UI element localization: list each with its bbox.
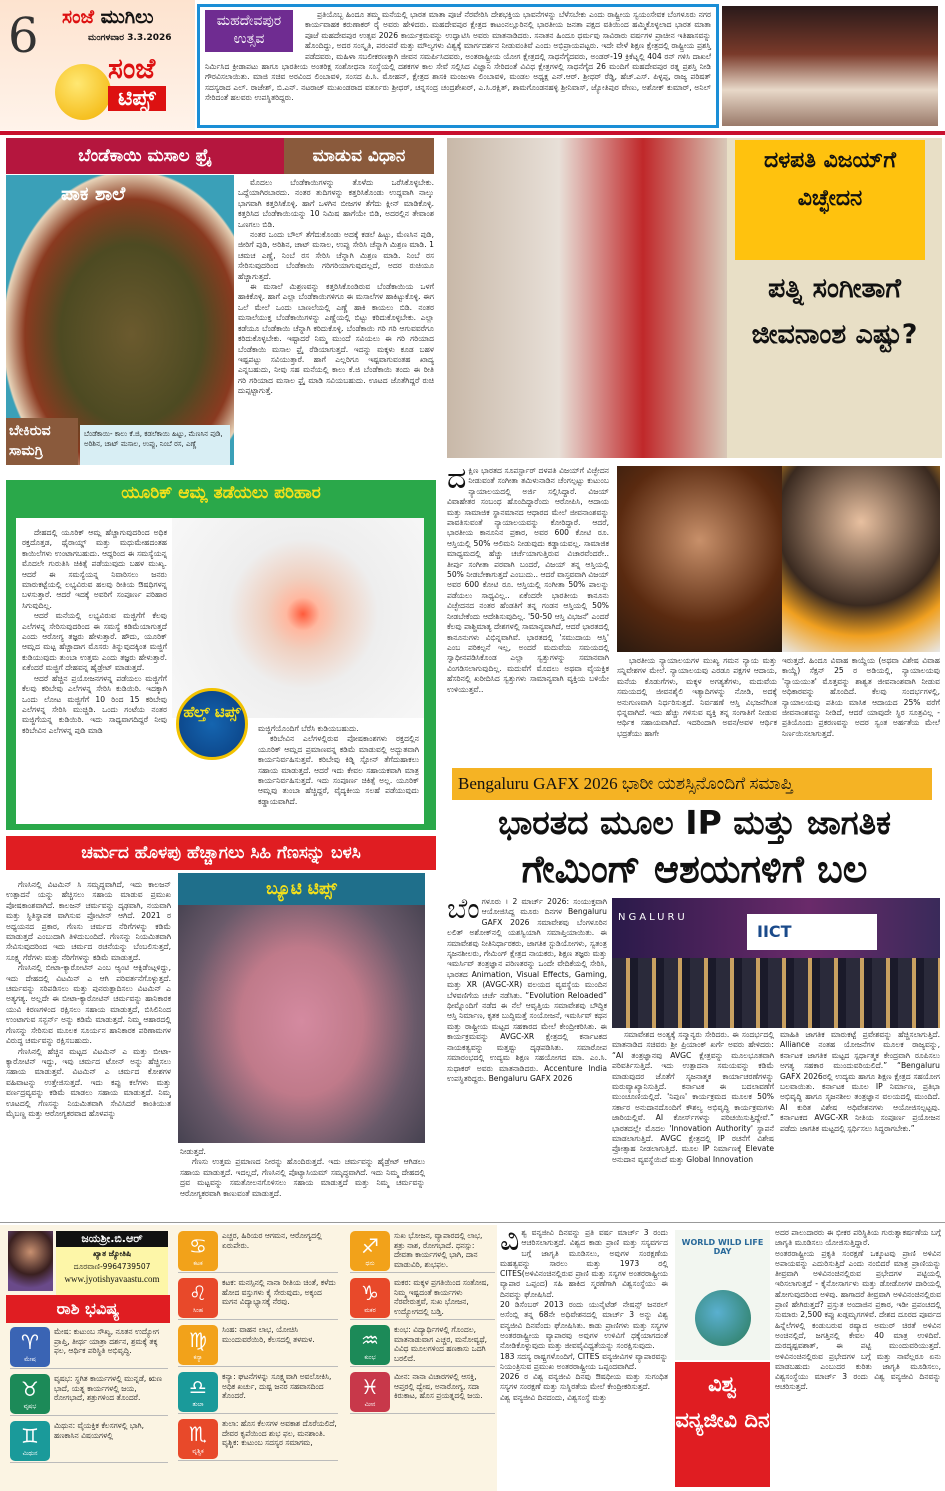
section-masthead xyxy=(0,0,195,130)
paragraph: ಭಾರತೀಯ ನ್ಯಾಯಾಲಯಗಳ ಮುಖ್ಯ ಗಮನ ನ್ಯಾಯ ಮತ್ತು ಸನ್ನಿವೇಶಗಳ ಮೇಲೆ. ನ್ಯಾಯಾಲಯವು ಎರಡೂ ಪಕ್ಷಗಳ ಆದಾಯ, ಮನೆಯ ಕೊಡುಗೆಗಳು, ಮಕ್ಕಳ ಅಗತ್ಯತೆಗಳು, ಮದುವೆಯ ಸಮಯದಲ್ಲಿ ಜೀವನಶೈಲಿ ಇತ್ಯಾದಿಗಳನ್ನು ನೋಡಿ, ಅದಕ್ಕೆ ಅನುಗುಣವಾಗಿ ನಿರ್ಧರಿಸುತ್ತದೆ. ನಿರ್ವಹಣೆ ಆಸ್ತಿ ವಿಭಜನೆಗಿಂತ ಭಿನ್ನವಾಗಿದೆ. ಇದು ಹೆಚ್ಚು ಗಳಿಸುವ ವ್ಯಕ್ತಿ ತನ್ನ ಸಂಗಾತಿಗೆ ನೀಡುವ ಆರ್ಥಿಕ ಸಹಾಯವಾಗಿದೆ. ಇದರಿಂದಾಗಿ ಅವನ/ಅವಳ ಆರ್ಥಿಕ ಭದ್ರತೆಯು ಹಾಗೇ xyxy=(617,656,777,738)
zodiac-entry xyxy=(178,1370,338,1414)
drop-cap: ದ xyxy=(447,466,467,496)
zodiac-6-icon xyxy=(178,1372,218,1412)
section-label: ಪಾಕ ಶಾಲೆ xyxy=(61,183,126,205)
zodiac-name: ಮಕರ xyxy=(364,1307,376,1314)
recipe-title: ಬೆಂಡೆಕಾಯಿ ಮಸಾಲ ಫ್ರೈ xyxy=(6,138,284,174)
zodiac-prediction: ಕನ್ಯಾ: ಘಟನೆಗಳನ್ನು ಸೂಕ್ಷ್ಮವಾಗಿ ಅವಲೋಕಿಸಿ, ಅಧಿಕ ಖರ್ಚು, ದುಷ್ಟ ಜನರ ಸಹವಾಸದಿಂದ ತೊಂದರೆ. xyxy=(222,1372,332,1401)
zodiac-entry xyxy=(178,1323,338,1367)
page-number: 6 xyxy=(8,8,39,64)
paragraph: ನೀಡುತ್ತದೆ. xyxy=(180,1147,206,1156)
logo-word-1: ಸಂಜೆ xyxy=(62,6,95,28)
gafx-headline xyxy=(447,800,942,896)
method-label: ಮಾಡುವ ವಿಧಾನ xyxy=(284,138,434,174)
paragraph: ಕ್ಷಿಣ ಭಾರತದ ಸೂಪರ್ಸ್ಟಾರ್ ದಳಪತಿ ವಿಜಯ್‌ಗೆ ವಿಚ್ಛೇದನ ನೀಡುವಂತೆ ಸಂಗೀತಾ ತಮಿಳುನಾಡಿನ ಚೆಂಗಲ್ಪಟ್ಟು ಕುಟುಂಬ ನ್ಯಾಯಾಲಯದಲ್ಲಿ ಅರ್ಜಿ ಸಲ್ಲಿಸಿದ್ದಾರೆ. ವಿಜಯ್ ವಿವಾಹೇತರ ಸಂಬಂಧ ಹೊಂದಿದ್ದಾರೆಂದು ಆರೋಪಿಸಿ, ಆದಾಯ ಮತ್ತು ಸಾಮಾಜಿಕ ಸ್ಥಾನಮಾನದ ಆಧಾರದ ಮೇಲೆ ಜೀವನಾಂಶವನ್ನು ಪಾವತಿಸುವಂತೆ ನ್ಯಾಯಾಲಯವನ್ನು ಕೋರಿದ್ದಾರೆ. ಆದರೆ, ಭಾರತೀಯ ಕಾನೂನಿನ ಪ್ರಕಾರ, ಅವರ 600 ಕೋಟಿ ರೂ. ಆಸ್ತಿಯಲ್ಲಿ 50% ಆಲಿಮನಿ ನೀಡುವುದು ಕಡ್ಡಾಯವಲ್ಲ. ಸಾಮಾಜಿಕ ಮಾಧ್ಯಮದಲ್ಲಿ ಹೆಚ್ಚು ಚರ್ಚೆಯಾಗುತ್ತಿರುವ ವಿಚಾರವೆಂದರೇ.. ತೀರ್ಪು ಸಂಗೀತಾ ಪರವಾಗಿ ಬಂದರೆ, ವಿಜಯ್ ತನ್ನ ಆಸ್ತಿಯಲ್ಲಿ 50% ನೀಡಬೇಕಾಗುತ್ತದೆ ಎಂಬುದು.. ಆದರೆ ವಾಸ್ತವವಾಗಿ ವಿಜಯ್ ಅವರ 600 ಕೋಟಿ ರೂ. ಆಸ್ತಿಯಲ್ಲಿ ಸಂಗೀತಾ 50% ಪಾಲನ್ನು ಪಡೆಯಲು ಸಾಧ್ಯವಿಲ್ಲ.. ಏಕೆಂದರೇ ಭಾರತೀಯ ಕಾನೂನು ವಿಚ್ಛೇದನದ ನಂತರ ಹೆಂಡತಿಗೆ ತನ್ನ ಗಂಡನ ಆಸ್ತಿಯಲ್ಲಿ 50% ನೀಡಬೇಕೆಂದು ಆದೇಶಿಸುವುದಿಲ್ಲ. '50-50 ಆಸ್ತಿ ವಿಭಜನೆ' ಎಂದರೆ ಕೆಲವು ಪಾಶ್ಚಿಮಾತ್ಯ ದೇಶಗಳಲ್ಲಿ ಸಾಮಾನ್ಯವಾಗಿದೆ, ಆದರೆ ಭಾರತದಲ್ಲಿ ಕಾನೂನುಗಳು ವಿಭಿನ್ನವಾಗಿವೆ. ಭಾರತದಲ್ಲಿ 'ಸಮುದಾಯ ಆಸ್ತಿ' ಎಂಬ ಪರಿಕಲ್ಪನೆ ಇಲ್ಲ, ಅಂದರೆ ಮದುವೆಯ ಸಮಯದಲ್ಲಿ ಸ್ವಾಧೀನಪಡಿಸಿಕೊಂಡ ಎಲ್ಲಾ ಸ್ವತ್ತುಗಳನ್ನು ಸಮಾನವಾಗಿ ವಿಂಗಡಿಸಲಾಗುವುದಿಲ್ಲ. ಮದುವೆಗೆ ಮೊದಲು ಅಥವಾ ವೈಯಕ್ತಿಕ ಹೆಸರಿನಲ್ಲಿ ಖರೀದಿಸಿದ ಸ್ವತ್ತುಗಳು ಸಾಮಾನ್ಯವಾಗಿ ವ್ಯಕ್ತಿಯ ಬಳಿಯೇ ಉಳಿಯುತ್ತವೆ.. xyxy=(447,466,609,694)
lightbulb-icon xyxy=(55,64,111,120)
zodiac-prediction: ಸಿಂಹ: ವಾಹನ ಲಾಭ, ಯೋಚಿಸಿ ಮುಂದುವರೆಯಿರಿ, ಕೆಲಸದಲ್ಲಿ ತಳಮಳ. xyxy=(222,1325,315,1344)
zodiac-symbol: ♎ xyxy=(189,1375,207,1399)
drop-cap: ವಿ xyxy=(500,1228,520,1258)
paragraph: ಗೆಣಸು ಉತ್ತಮ ಪ್ರಮಾಣದ ನೀರನ್ನು ಹೊಂದಿರುತ್ತದೆ. ಇದು ಚರ್ಮವನ್ನು ಹೈಡ್ರೇಟ್ ಆಗಿಡಲು ಸಹಾಯ ಮಾಡುತ್ತದೆ. ಇದಲ್ಲದೆ, ಗೆಣಸಿನಲ್ಲಿ ಪೊಟ್ಯಾಸಿಯಮ್ ಸಮೃದ್ಧವಾಗಿದೆ. ಇದು ನಿಮ್ಮ ದೇಹದಲ್ಲಿ ದ್ರವ ಮಟ್ಟವನ್ನು ಸಮತೋಲನಗೊಳಿಸಲು ಸಹಾಯ ಮಾಡುತ್ತದೆ ಮತ್ತು ನಿಮ್ಮ ಚರ್ಮವನ್ನು ಆರೋಗ್ಯಕರವಾಗಿ ಕಾಣುವಂತೆ ಮಾಡುತ್ತದೆ. xyxy=(180,1157,425,1198)
iict-logo: IICT xyxy=(747,914,877,950)
zodiac-prediction: ಮಕರ: ಮಕ್ಕಳ ಪ್ರಗತಿಯಿಂದ ಸಂತೋಷ, ನಿಮ್ಮ ಇಷ್ಟದಂತೆ ಕಾರ್ಯಗಳು ನೆರವೇರುತ್ತವೆ, ಸುಖ ಭೋಜನ, ಉದ್ಯೋಗದಲ್ಲಿ ಬಡ್ತಿ. xyxy=(394,1278,489,1316)
zodiac-symbol: ♒ xyxy=(361,1328,379,1352)
paragraph: ದೇಹದಲ್ಲಿ ಯೂರಿಕ್ ಆಮ್ಲ ಹೆಚ್ಚಾಗುವುದರಿಂದ ಅಧಿಕ ರಕ್ತದೊತ್ತಡ, ಥೈರಾಯ್ಡ್ ಮತ್ತು ಮಧುಮೇಹದಂತಹ ಕಾಯಿಲೆಗಳು ಉಂಟಾಗಬಹುದು. ಆದ್ದರಿಂದ ಈ ಸಮಸ್ಯೆಯನ್ನ ಮೊದಲೇ ಗುರುತಿಸಿ ಚಿಕಿತ್ಸೆ ಪಡೆಯುವುದು ಬಹಳ ಮುಖ್ಯ. ಆದರೆ ಈ ಸಮಸ್ಯೆಯನ್ನ ನಿವಾರಿಸಲು ಜನರು ಮಾರುಕಟ್ಟೆಯಲ್ಲಿ ಲಭ್ಯವಿರುವ ಹಲವು ರೀತಿಯ ಔಷಧಿಗಳನ್ನ ಬಳಸುತ್ತಾರೆ. ಆದರೆ ಇದಕ್ಕೆ ಅವರಿಗೆ ಸಂಪೂರ್ಣ ಪರಿಹಾರ ಸಿಗುವುದಿಲ್ಲ. xyxy=(22,528,167,610)
wildlife-title: ವಿಶ್ವ ವನ್ಯಜೀವಿ ದಿನ xyxy=(675,1362,770,1487)
astrologer-website[interactable]: www.jyotishyavaastu.com xyxy=(64,1274,160,1284)
gafx-article-col3 xyxy=(780,1030,940,1218)
zodiac-0-icon xyxy=(10,1327,50,1367)
zodiac-entry xyxy=(178,1417,338,1461)
divider xyxy=(0,131,945,135)
zodiac-prediction: ಎಚ್ಚರ, ಹಿರಿಯರ ಆಗಮನ, ಆರೋಗ್ಯದಲ್ಲಿ ಏರುಪೇರು. xyxy=(222,1231,322,1250)
zodiac-name: ಕನ್ಯಾ xyxy=(193,1354,203,1361)
paragraph: ಮೊದಲು ಬೆಂಡೆಕಾಯಿಗಳನ್ನು ತೊಳೆದು ಒರೆಸಿಕೊಳ್ಳಬೇಕು. ಒದ್ದೆಯಾಗಿರಬಾರದು. ನಂತರ ತುದಿಗಳನ್ನು ಕತ್ತರಿಸಿಕೊಂಡು ಉದ್ದವಾಗಿ ನಾಲ್ಕು ಭಾಗವಾಗಿ ಕತ್ತರಿಸಿಕೊಳ್ಳಿ. ಹಾಗೆ ಒಳಗಿನ ಬೀಜಗಳ ತೆಗೆದು ಕ್ಲೀನ್ ಮಾಡಿಕೊಳ್ಳಿ. ಕತ್ತರಿಸಿದ ಬೆಂಡೆಕಾಯಿಯನ್ನು 10 ನಿಮಿಷ ಹಾಗೆಯೇ ಬಿಡಿ, ಅದರಲ್ಲಿನ ತೇವಾಂಶ ಒಣಗಲು ಬಿಡಿ. xyxy=(238,178,434,229)
beauty-tips-label: ಬ್ಯೂಟಿ ಟಿಪ್ಸ್ xyxy=(178,873,425,905)
skin-article-left xyxy=(6,880,171,1215)
zodiac-name: ಸಿಂಹ xyxy=(192,1307,203,1314)
recipe-method xyxy=(238,178,434,470)
zodiac-5-icon xyxy=(178,1325,218,1365)
award-ceremony-photo xyxy=(722,6,938,126)
paragraph: ಗೆಣಸಿನಲ್ಲಿ ಬೀಟಾ-ಕ್ಯಾರೋಟಿನ್ ಎಂಬ ಆ್ಯಂಟಿ ಆಕ್ಸಿಡೆಂಟ್ಗಳಿದ್ದು, ಇದು ದೇಹದಲ್ಲಿ ವಿಟಮಿನ್ ಎ ಆಗಿ ಪರಿವರ್ತನೆಗೊಳ್ಳುತ್ತದೆ. ಚರ್ಮವನ್ನು ಸರಿಪಡಿಸಲು ಮತ್ತು ಪುನರುತ್ಪಾದಿಸಲು ವಿಟಮಿನ್ ಎ ಅತ್ಯಗತ್ಯ. ಅಲ್ಲದೇ ಈ ಬೀಟಾ-ಕ್ಯಾರೋಟಿನ್ ಚರ್ಮವನ್ನು ಹಾನಿಕಾರಕ ಯುವಿ ಕಿರಣಗಳಿಂದ ರಕ್ಷಿಸಲು ಸಹಾಯ ಮಾಡುತ್ತದೆ, ಬಿಸಿಲಿನಿಂದ ಉಂಟಾಗುವ ಸನ್ಬರ್ನ್ ಅನ್ನು ಕಡಿಮೆ ಮಾಡುತ್ತದೆ. ನಿಮ್ಮ ಆಹಾರದಲ್ಲಿ ಗೆಣಸನ್ನು ಸೇರಿಸುವ ಮೂಲಕ ಸೂರ್ಯನ ಹಾನಿಕಾರಕ ಪರಿಣಾಮಗಳ ವಿರುದ್ಧ ಚರ್ಮವನ್ನು ರಕ್ಷಿಸಬಹುದು. xyxy=(6,963,171,1046)
astrologer-name: ಜಯಶ್ರೀ.ಬಿ.ಆರ್ xyxy=(56,1231,168,1247)
paragraph: ಮಾಹಿತಿ ಜಾಗತಿಕ ಮಾರುಕಟ್ಟೆ ಪ್ರವೇಶವನ್ನು ಹೆಚ್ಚಿಸಲಾಗುತ್ತಿದೆ. Alliance ನಂತಹ ಯೋಜನೆಗಳ ಮೂಲಕ ರಾಜ್ಯವನ್ನು, ಕರ್ನಾಟಕ ಜಾಗತಿಕ ಮಟ್ಟದ ಸ್ಪರ್ಧಾತ್ಮಕ ಕೇಂದ್ರವಾಗಿ ರೂಪಿಸಲು ಅಗತ್ಯ ಸಹಕಾರ ಮುಂದುವರಿಯಲಿದೆ.” “Bengaluru GAFX 2026ರಲ್ಲಿ ಉದ್ಯಮ ಹಾಗೂ ಶಿಕ್ಷಣ ಕ್ಷೇತ್ರದ ಸಹಯೋಗ ಬಲವಾಯಿತು. ಕರ್ನಾಟಕ ಮೂಲ IP ನಿರ್ಮಾಣ, ಪ್ರತಿಭಾ ಅಭಿವೃದ್ಧಿ ಹಾಗೂ ಸೃಜನಶೀಲ ತಂತ್ರಜ್ಞಾನ ವಲಯದಲ್ಲಿ ಮುಂದಿದೆ. AI ಕುರಿತ ವಿಶೇಷ ಅಧಿವೇಶನಗಳು ಆಯೋಜಿಸಲ್ಪಟ್ಟವು. ಕರ್ನಾಟಕದ AVGC-XR ನೀತಿಯ ಸಂಪೂರ್ಣ ಪ್ರಯೋಜನ ಪಡೆದು ಜಾಗತಿಕ ಮಟ್ಟದಲ್ಲಿ ಸ್ಪರ್ಧಿಸಲು ಸಿದ್ಧರಾಗಬೇಕು.” xyxy=(780,1030,940,1133)
section-title-line2: ಟಿಪ್ಸ್ xyxy=(108,86,166,111)
zodiac-entry xyxy=(10,1325,168,1369)
zodiac-name: ಮಿಥುನ xyxy=(22,1450,38,1457)
issue-date: ಮಂಗಳವಾರ 3.3.2026 xyxy=(88,33,172,43)
zodiac-prediction: ತುಲಾ: ಹೊಸ ಕೆಲಸಗಳ ಅವಕಾಶ ದೊರೆಯಲಿದೆ, ದೇವರ ಕೃಪೆಯಿಂದ ಶುಭ ಫಲ, ಮನಶಾಂತಿ. ವೃಶ್ಚಿಕ: ಕುಟುಂಬ ಸದಸ್ಯರ ಸಮಾಗಮ, xyxy=(222,1419,337,1448)
headline-primary: ದಳಪತಿ ವಿಜಯ್‌ಗೆ ವಿಚ್ಛೇದನ xyxy=(735,140,925,260)
section-title: ಯೂರಿಕ್ ಆಮ್ಲ ತಡೆಯಲು ಪರಿಹಾರ xyxy=(121,483,321,503)
wildlife-article-col1 xyxy=(500,1228,668,1490)
article-title: ಮಹದೇವಪುರ ಉತ್ಸವ xyxy=(205,10,293,52)
zodiac-entry xyxy=(350,1229,495,1273)
vijay-article-col2 xyxy=(617,656,777,764)
headline-line: ಗೇಮಿಂಗ್ ಆಶಯಗಳಿಗೆ ಬಲ xyxy=(521,847,868,891)
zodiac-name: ಕುಂಭ xyxy=(364,1354,376,1361)
zodiac-entry xyxy=(178,1276,338,1320)
zodiac-prediction: ಕಟಕ: ಮನಸ್ಸಿನಲ್ಲಿ ನಾನಾ ರೀತಿಯ ಚಿಂತೆ, ಕಳೆದು ಹೋದ ವಸ್ತುಗಳು ಕೈ ಸೇರುವುದು, ಅಕ್ಕಂದ ಮಗನ ವಿದ್ಯಾಭ್ಯಾಸಕ್ಕೆ ನೆರವು. xyxy=(222,1278,336,1307)
gafx-stage-photo xyxy=(612,898,940,1028)
zodiac-3-icon xyxy=(178,1231,218,1271)
zodiac-1-icon xyxy=(10,1374,50,1414)
zodiac-column xyxy=(10,1325,168,1466)
zodiac-symbol: ♏ xyxy=(189,1422,207,1446)
gafx-article-col1 xyxy=(447,897,607,1217)
zodiac-column xyxy=(178,1229,338,1464)
zodiac-10-icon xyxy=(350,1325,390,1365)
paragraph: ಇರುತ್ತದೆ. ಹಿಂದೂ ವಿವಾಹ ಕಾಯ್ದೆಯ (ಅಥವಾ ವಿಶೇಷ ವಿವಾಹ ಕಾಯ್ದೆ) ಸೆಕ್ಷನ್ 25 ರ ಅಡಿಯಲ್ಲಿ, ನ್ಯಾಯಾಲಯವು 'ನ್ಯಾಯಯುತ' ಮೊತ್ತವನ್ನು ಶಾಶ್ವತ ಜೀವನಾಂಶವಾಗಿ ನೀಡುವ ಅಧಿಕಾರವನ್ನು ಹೊಂದಿದೆ. ಕೆಲವು ಸಂದರ್ಭಗಳಲ್ಲಿ, ನ್ಯಾಯಾಲಯವು ಪತಿಯ ಮಾಸಿಕ ಆದಾಯದ 25% ವರೆಗೆ ಜೀವನಾಂಶವನ್ನು ನೀಡಿದೆ, ಆದರೆ ಯಾವುದೇ ಸ್ಥಿರ ಸೂತ್ರವಿಲ್ಲ - ಪ್ರತಿಯೊಂದು ಪ್ರಕರಣವನ್ನು ಅದರ ಸ್ವಂತ ಅರ್ಹತೆಯ ಮೇಲೆ ನಿರ್ಣಯಿಸಲಾಗುತ್ತದೆ. xyxy=(782,656,940,738)
zodiac-name: ತುಲಾ xyxy=(192,1401,204,1408)
globe-icon xyxy=(695,1290,751,1346)
zodiac-entry xyxy=(350,1370,495,1414)
astrologer-phone: ದೂರವಾಣಿ-9964739507 xyxy=(73,1262,151,1271)
zodiac-entry xyxy=(178,1229,338,1273)
paragraph: ಶ್ವ ವನ್ಯಜೀವಿ ದಿನವನ್ನು ಪ್ರತಿ ವರ್ಷ ಮಾರ್ಚ್ 3 ರಂದು ಆಚರಿಸಲಾಗುತ್ತದೆ. ವಿಶ್ವದ ಕಾಡು ಪ್ರಾಣಿ ಮತ್ತು ಸಸ್ಯವರ್ಗದ ಬಗ್ಗೆ ಜಾಗೃತಿ ಮೂಡಿಸಲು, ಅವುಗಳ ಸಂರಕ್ಷಣೆಯ ಮಹತ್ವವನ್ನು ಸಾರಲು ಮತ್ತು 1973 ರಲ್ಲಿ CITES(ಅಳಿವಿನಂಚಿನಲ್ಲಿರುವ ಪ್ರಾಣಿ ಮತ್ತು ಸಸ್ಯಗಳ ಅಂತರರಾಷ್ಟ್ರೀಯ ವ್ಯಾಪಾರ ಒಪ್ಪಂದ) ಸಹಿ ಹಾಕಿದ ಸ್ಮರಣೆಗಾಗಿ ವಿಶ್ವಸಂಸ್ಥೆಯು ಈ ದಿನವನ್ನು ಘೋಷಿಸಿದೆ. 20 ಡಿಸೆಂಬರ್ 2013 ರಂದು ಯುನೈಟೆಡ್ ನೇಷನ್ಸ್ ಜನರಲ್ ಅಸೆಂಬ್ಲಿ ತನ್ನ 68ನೇ ಅಧಿವೇಶನದಲ್ಲಿ ಮಾರ್ಚ್ 3 ಅನ್ನು ವಿಶ್ವ ವನ್ಯಜೀವಿ ದಿನವೆಂದು ಘೋಷಿಸಿತು. ಕಾಡು ಪ್ರಾಣಿಗಳು ಮತ್ತು ಸಸ್ಯಗಳ ಅಂತರರಾಷ್ಟ್ರೀಯ ವ್ಯಾಪಾರವು ಅವುಗಳ ಉಳಿವಿಗೆ ಧಕ್ಕೆಯಾಗದಂತೆ ನೋಡಿಕೊಳ್ಳುವುದು ಮತ್ತು ಜೀವವೈವಿಧ್ಯತೆಯನ್ನು ಸಂರಕ್ಷಿಸುವುದು. 183 ಸದಸ್ಯ ರಾಷ್ಟ್ರಗಳೊಂದಿಗೆ, CITES ವನ್ಯಜೀವಿಗಳ ವ್ಯಾಪಾರವನ್ನು ನಿಯಂತ್ರಿಸುವ ಪ್ರಮುಖ ಅಂತರರಾಷ್ಟ್ರೀಯ ಒಪ್ಪಂದವಾಗಿದೆ. 2026 ರ ವಿಶ್ವ ವನ್ಯಜೀವಿ ದಿನವು ಔಷಧೀಯ ಮತ್ತು ಸುಗಂಧಿತ ಸಸ್ಯಗಳ ಸಂರಕ್ಷಣೆ ಮತ್ತು ಸುಸ್ಥಿರತೆಯ ಮೇಲೆ ಕೇಂದ್ರೀಕರಿಸುತ್ತದೆ. ವಿಶ್ವ ವನ್ಯಜೀವಿ ದಿನದಂದು, ವಿಶ್ವಸಂಸ್ಥೆ ಮತ್ತು xyxy=(500,1228,668,1402)
vijay-sangeetha-photo xyxy=(447,138,727,458)
astrologer-role: ಖ್ಯಾತ ಜ್ಯೋತಿಷಿ xyxy=(92,1249,132,1258)
zodiac-name: ವೃಶ್ಚಿಕ xyxy=(192,1448,204,1455)
zodiac-name: ಮೇಷ xyxy=(24,1356,36,1363)
horoscope-section xyxy=(0,1225,497,1491)
article-left xyxy=(22,528,167,820)
zodiac-entry xyxy=(10,1372,168,1416)
zodiac-symbol: ♓ xyxy=(361,1375,379,1399)
zodiac-name: ಕಟಕ xyxy=(193,1260,203,1267)
zodiac-column xyxy=(350,1229,495,1417)
people-group xyxy=(612,958,940,1028)
paragraph: ಅದರ ಪಾಲುದಾರರು ಈ ಭೀಕರ ಪರಿಸ್ಥಿತಿಯ ಗುರುತ್ವಾಕರ್ಷಣೆಯ ಬಗ್ಗೆ ಜಾಗೃತಿ ಮೂಡಿಸಲು ಯೋಜಿಸುತ್ತಿದ್ದಾರೆ. ಅಂತರರಾಷ್ಟ್ರೀಯ ಪ್ರಕೃತಿ ಸಂರಕ್ಷಣೆ ಒಕ್ಕೂಟವು ಪ್ರಾಣಿ ಅಳಿವಿನ ಅಪಾಯವನ್ನು ಎದುರಿಸುತ್ತಿದೆ ಎಂದು ನಂಬಿದರೆ ಮಾತ್ರ ಪ್ರಾಣಿಯನ್ನು ತೀವ್ರವಾಗಿ ಅಳಿವಿನಂಚಿನಲ್ಲಿರುವ ಪ್ರಭೇದಗಳ ಪಟ್ಟಿಯಲ್ಲಿ ಇರಿಸಲಾಗುತ್ತದೆ - ಕೈನೋಸಾರ್ಗಳು ಮತ್ತು ಡೋಡೋಗಳ ದಾರಿಯಲ್ಲಿ ಹೋಗುವುದರಿಂದ ಅಳಿವು. ಹಾಗಾದರೆ ತೀವ್ರವಾಗಿ ಅಳಿವಿನಂಚಿನಲ್ಲಿರುವ ಪ್ರಾಣಿ ಹೇಗಿರುತ್ತದೆ? ಪ್ರಸ್ತುತ ಅಂದಾಜಿನ ಪ್ರಕಾರ, ಇಡೀ ಪ್ರಪಂಚದಲ್ಲಿ ಸುಮಾರು 2,500 ಕಪ್ಪು ಖಡ್ಗಮೃಗಗಳಿವೆ. ದೇಶದ ದೂರದ ಪೂರ್ವದ ಹಿನ್ನೆಲೆಗಳಲ್ಲಿ ಕಂಡುಬರುವ ರಷ್ಯಾದ ಅಮುರ್ ಚಿರತೆ ಅಳಿವಿನ ಅಂಚಿನಲ್ಲಿದೆ, ಜಗತ್ತಿನಲ್ಲಿ ಕೇವಲ 40 ಮಾತ್ರ ಉಳಿದಿವೆ. ದುರದೃಷ್ಟವಶಾತ್, ಈ ಪಟ್ಟಿ ಮುಂದುವರಿಯುತ್ತದೆ. ಅಳಿವಿನಂಚಿನಲ್ಲಿರುವ ಪ್ರಭೇದಗಳ ಬಗ್ಗೆ ಮತ್ತು ನಾವೆಲ್ಲರೂ ಏನು ಮಾಡಬಹುದು ಎಂಬುದರ ಕುರಿತು ಜಾಗೃತಿ ಮೂಡಿಸಲು, ವಿಶ್ವಸಂಸ್ಥೆಯು ಮಾರ್ಚ್ 3 ರಂದು ವಿಶ್ವ ವನ್ಯಜೀವಿ ದಿನವನ್ನು ಆಚರಿಸುತ್ತದೆ. xyxy=(775,1228,941,1392)
zodiac-9-icon xyxy=(350,1278,390,1318)
zodiac-2-icon xyxy=(10,1421,50,1461)
sweet-potato-photo xyxy=(178,873,425,1143)
health-tips-badge: ಹೆಲ್ತ್ ಟಿಪ್ಸ್ xyxy=(176,688,248,760)
skin-article-right xyxy=(180,1147,425,1217)
paragraph: ನಂತರ ಒಂದು ಬೌಲ್ ತೆಗೆದುಕೊಂಡು ಅದಕ್ಕೆ ಕಡಲೆ ಹಿಟ್ಟು, ಮೆಣಸಿನ ಪುಡಿ, ಜೀರಿಗೆ ಪುಡಿ, ಅರಿಶಿನ, ಚಾಟ್ ಮಸಾಲ, ಉಪ್ಪು ಸೇರಿಸಿ ಚೆನ್ನಾಗಿ ಮಿಶ್ರಣ ಮಾಡಿ. 1 ಚಮಚ ಎಣ್ಣೆ, ನಿಂಬೆ ರಸ ಸೇರಿಸಿ ಚೆನ್ನಾಗಿ ಮಿಶ್ರಣ ಮಾಡಿ. ನಿಂಬೆ ರಸ ಸೇರಿಸುವುದರಿಂದ ಬೆಂಡೆಕಾಯಿ ಗರಿಗರಿಯಾಗುವುದಲ್ಲದೆ, ಅದರ ರುಚಿಯೂ ಹೆಚ್ಚಾಗುತ್ತದೆ. xyxy=(238,230,434,281)
stage-banner-text: NGALURU xyxy=(618,912,688,923)
zodiac-symbol: ♌ xyxy=(189,1281,207,1305)
zodiac-name: ಮೀನ xyxy=(364,1401,376,1408)
paragraph: ಗೆಣಸಿನಲ್ಲಿ ಹೆಚ್ಚಿನ ಮಟ್ಟದ ವಿಟಮಿನ್ ಎ ಮತ್ತು ಬೀಟಾ-ಕ್ಯಾರೋಟಿನ್ ಇದ್ದು, ಇವು ಚರ್ಮದ ಟೋನ್ ಅನ್ನು ಹೆಚ್ಚಿಸಲು ಸಹಾಯ ಮಾಡುತ್ತವೆ. ವಿಟಮಿನ್ ಎ ಚರ್ಮದ ಕೋಶಗಳ ವಹಿವಾಟನ್ನು ಉತ್ತೇಜಿಸುತ್ತದೆ. ಇದು ಕಪ್ಪು ಕಲೆಗಳು ಮತ್ತು ವರ್ಣದ್ರವ್ಯವನ್ನು ಕಡಿಮೆ ಮಾಡಲು ಸಹಾಯ ಮಾಡುತ್ತದೆ. ನಿಮ್ಮ ಊಟದಲ್ಲಿ ಗೆಣಸನ್ನು ನಿಯಮಿತವಾಗಿ ಸೇವಿಸಿದರೆ ಕಾಂತಿಯುತ ಮೈಬಣ್ಣ ಮತ್ತು ಆರೋಗ್ಯಕರವಾದ ಹೊಳಪನ್ನು xyxy=(6,1046,171,1118)
sangeetha-portrait xyxy=(782,466,940,652)
divider xyxy=(0,1222,945,1223)
zodiac-prediction: ಮೇಷ: ಕುಟುಂಬ ಸೌಖ್ಯ, ನೂತನ ಉದ್ಯೋಗ ಪ್ರಾಪ್ತಿ, ತೀರ್ಥ ಯಾತ್ರಾ ದರ್ಶನ, ಶ್ರಮಕ್ಕೆ ತಕ್ಕ ಫಲ, ಆರ್ಥಿಕ ಪರಿಸ್ಥಿತಿ ಅಭಿವೃದ್ಧಿ. xyxy=(54,1327,160,1356)
uric-acid-section xyxy=(6,480,436,830)
zodiac-11-icon xyxy=(350,1372,390,1412)
zodiac-symbol: ♍ xyxy=(189,1328,207,1352)
gafx-kicker: Bengaluru GAFX 2026 ಭಾರೀ ಯಶಸ್ಸಿನೊಂದಿಗೆ ಸಮಾಪ್ತಿ xyxy=(452,768,932,800)
paragraph: ಗೆಣಸಿನಲ್ಲಿ ವಿಟಮಿನ್ ಸಿ ಸಮೃದ್ಧವಾಗಿದೆ, ಇದು ಕಾಲಜನ್ ಉತ್ಪಾದನೆ ಯನ್ನು ಹೆಚ್ಚಿಸಲು ಸಹಾಯ ಮಾಡುವ ಪ್ರಮುಖ ಪೋಷಕಾಂಶವಾಗಿದೆ. ಕಾಲಜನ್ ಚರ್ಮವನ್ನು ದೃಢವಾಗಿ, ನಯವಾಗಿ ಮತ್ತು ಸ್ಥಿತಿಸ್ಥಾಪಕ ವಾಗಿಸುವ ಪ್ರೋಟೀನ್ ಆಗಿದೆ. 2021 ರ ಅಧ್ಯಯನದ ಪ್ರಕಾರ, ಗೆಣಸು ಚರ್ಮದ ನೆರಿಗೆಗಳನ್ನು ಕಡಿಮೆ ಮಾಡುತ್ತದೆ ಎಂಬುದಾಗಿ ತಿಳಿದುಬಂದಿದೆ. ಗೆಣಸನ್ನು ನಿಯಮಿತವಾಗಿ ಸೇವಿಸುವುದರಿಂದ ಇದು ಚರ್ಮದ ರಚನೆಯನ್ನು ಬೆಂಬಲಿಸುತ್ತದೆ, ಸೂಕ್ಷ್ಮ ಗೆರೆಗಳು ಮತ್ತು ನೆರಿಗೆಗಳನ್ನು ಕಡಿಮೆ ಮಾಡುತ್ತದೆ. xyxy=(6,880,171,962)
paragraph: ಕರಿಬೇವಿನ ಎಲೆಗಳಲ್ಲಿರುವ ಪೋಷಕಾಂಶಗಳು ರಕ್ತದಲ್ಲಿನ ಯೂರಿಕ್ ಆಮ್ಲದ ಪ್ರಮಾಣವನ್ನ ಕಡಿಮೆ ಮಾಡುವಲ್ಲಿ ಅದ್ಭುತವಾಗಿ ಕಾರ್ಯನಿರ್ವಹಿಸುತ್ತವೆ. ಕರಿಬೇವು ಕಿಡ್ನಿ ಸ್ಟೋನ್ ತೆಗೆದುಹಾಕಲು ಸಹಾಯ ಮಾಡುತ್ತದೆ. ಆದರೆ ಇದು ಕೇವಲ ಸಹಾಯಕವಾಗಿ ಮಾತ್ರ ಕಾರ್ಯನಿರ್ವಹಿಸುತ್ತದೆ. ಇದು ಸಂಪೂರ್ಣ ಚಿಕಿತ್ಸೆ ಅಲ್ಲ. ಯೂರಿಕ್ ಆಮ್ಲವು ತುಂಬಾ ಹೆಚ್ಚಿದ್ದರೆ, ವೈದ್ಯಕೀಯ ಸಲಹೆ ಪಡೆಯುವುದು ಕಡ್ಡಾಯವಾಗಿದೆ. xyxy=(258,734,419,806)
zodiac-7-icon xyxy=(178,1419,218,1459)
zodiac-8-icon xyxy=(350,1231,390,1271)
zodiac-symbol: ♊ xyxy=(21,1424,39,1448)
horoscope-title: ರಾಶಿ ಭವಿಷ್ಯ xyxy=(6,1295,170,1323)
world-wildlife-day-illustration xyxy=(675,1230,770,1360)
logo-word-2: ಮುಗಿಲು xyxy=(100,6,154,28)
vijay-article-col1 xyxy=(447,466,609,764)
zodiac-entry xyxy=(10,1419,168,1463)
paragraph: ಮಜ್ಜಿಗೆಯೊಂದಿಗೆ ಬೆರೆಸಿ ಕುಡಿಯಬಹುದು. xyxy=(258,724,359,733)
zodiac-prediction: ಮೀನ: ನಾನಾ ವಿಚಾರಗಳಲ್ಲಿ ಆಸಕ್ತಿ, ಆಪ್ತರಲ್ಲಿ ದ್ವೇಷ, ಅನಾರೋಗ್ಯ, ಸದಾ ಕಿರುಕಾಟ, ಹೊಸ ಪ್ರಯತ್ನದಲ್ಲಿ ಜಯ. xyxy=(394,1372,483,1401)
gafx-article-col2 xyxy=(612,1030,774,1218)
paper-logo xyxy=(62,6,154,28)
vijay-headline-panel xyxy=(727,138,942,458)
vijay-portrait xyxy=(617,466,782,652)
ingredients-list: ಬೆಂಡೆಕಾಯಿ- ಕಾಲು ಕೆ.ಜಿ, ಕಡಲೆಕಾಯಿ ಹಿಟ್ಟು, ಮೆಣಸಿನ ಪುಡಿ, ಅರಿಶಿನ, ಚಾಟ್ ಮಸಾಲ, ಉಪ್ಪು, ನಿಂಬೆ ರಸ, ಎಣ್ಣೆ xyxy=(80,425,230,465)
vijay-article-col3 xyxy=(782,656,940,764)
paragraph: ಈ ಮಸಾಲೆ ಮಿಶ್ರಣವನ್ನು ಕತ್ತರಿಸಿಕೊಂಡಿರುವ ಬೆಂಡೆಕಾಯಿಯ ಒಳಗೆ ಹಾಕಿಕೊಳ್ಳಿ. ಹಾಗೆ ಎಲ್ಲಾ ಬೆಂಡೆಕಾಯಿಗಳಿಗೂ ಈ ಮಸಾಲೆಗಳ ಹಾಕಿಟ್ಟುಕೊಳ್ಳಿ. ಈಗ ಒಲೆ ಮೇಲೆ ಒಂದು ಬಾಣಲೆಯಲ್ಲಿ ಎಣ್ಣೆ ಹಾಕಿ ಕಾಯಲು ಬಿಡಿ. ನಂತರ ಮಸಾಲೆಯುಕ್ತ ಬೆಂಡೆಕಾಯಿಗಳನ್ನು ಎಣ್ಣೆಯಲ್ಲಿ ಬಿಟ್ಟು ಕರಿದುಕೊಳ್ಳಬೇಕು. ಎಲ್ಲಾ ಕಡೆಯೂ ಬೆಂಡೆಕಾಯಿ ಚೆನ್ನಾಗಿ ಕರಿದುಕೊಳ್ಳಿ. ಬೆಂಡೆಕಾಯಿ ಗರಿ ಗರಿ ಆಗುವವರೆಗೂ ಕರಿದುಕೊಳ್ಳಬೇಕು. ಇಷ್ಟಾದರೆ ನಿಮ್ಮ ಮುಂದೆ ಸವಿಯಲು ಈ ಗರಿ ಗರಿಯಾದ ಬೆಂಡೆಕಾಯಿ ಮಸಾಲ ಫ್ರೈ ರೆಡಿಯಾಗುತ್ತದೆ. ಇದನ್ನು ಮಕ್ಕಳು ಕೂಡ ಬಹಳ ಇಷ್ಟಪಟ್ಟು ಸವಿಯುತ್ತಾರೆ. ಹಾಗೆ ಎಲ್ಲರಿಗೂ ಇಷ್ಟವಾಗುವಂತಹ ಖಾದ್ಯ ಎನ್ನಬಹುದು, ನೀವು ಸಹ ಮನೆಯಲ್ಲಿ ಕಾಲು ಕೆ.ಜಿ ಬೆಂಡೆಕಾಯಿ ತಂದು ಈ ರೀತಿ ಗರಿ ಗರಿಯಾದ ಮಸಾಲ ಫ್ರೈ ಮಾಡಿ ಸವಿಯಬಹುದು. ಊಟದ ಜೊತೆಗಿದ್ದರೆ ರುಚಿ ದುಪ್ಪಟ್ಟಾಗುತ್ತೆ. xyxy=(238,282,434,396)
headline-secondary: ಪತ್ನಿ ಸಂಗೀತಾಗೆ ಜೀವನಾಂಶ ಎಷ್ಟು? xyxy=(751,273,918,350)
zodiac-name: ವೃಷಭ xyxy=(23,1403,37,1410)
ingredients-label: ಬೇಕಿರುವ ಸಾಮಗ್ರಿ xyxy=(6,418,78,465)
zodiac-name: ಧನು xyxy=(365,1260,375,1267)
zodiac-prediction: ಸುಖ ಭೋಜನ, ವ್ಯಾಪಾರದಲ್ಲಿ ಲಾಭ, ಶತ್ರು ನಾಶ, ರೋಗಭಾದೆ. ಧನಸ್ಸು: ದೇವತಾ ಕಾರ್ಯಗಳಲ್ಲಿ ಭಾಗಿ, ದಾನ ಮಾಡುವಿರಿ, ಶುಭಫಲ. xyxy=(394,1231,483,1269)
zodiac-prediction: ವೃಷಭ: ಸ್ಥಗಿತ ಕಾರ್ಯಗಳಲ್ಲಿ ಮುನ್ನಡೆ, ಋಣ ಭಾದೆ, ಯತ್ನ ಕಾರ್ಯಗಳಲ್ಲಿ ಜಯ, ರೋಗಭಾದೆ, ಶತ್ರುಗಳಿಂದ ತೊಂದರೆ. xyxy=(54,1374,162,1403)
article-body: ಪ್ರತಿಯೊಬ್ಬ ಹಿಂದೂ ತಮ್ಮ ಮನೆಯಲ್ಲಿ ಭಾರತ ಮಾತಾ ಪೂಜೆ ನೆರವೇರಿಸಿ ದೇಶಭಕ್ತಿಯ ಭಾವನೆಗಳನ್ನು ಬೆಳೆಸಬೇಕು ಎಂದು ರಾಷ್ಟ್ರೀಯ ಸ್ವಯಂಸೇವಕ ಬೆಂಗಳೂರು ನಗರ ಕಾರ್ಯವಾಹಕ ಕರುಣಾಕರ್ ರೈ ಅವರು ಹೇಳಿದರು. ಮಹದೇವಪುರ ಕ್ಷೇತ್ರದ ಕಾಟಂನಲ್ಲೂರಿನಲ್ಲಿ ಭಾರತೀಯ ಜನತಾ ಪಕ್ಷದ ವತಿಯಿಂದ ಹಮ್ಮಿಕೊಳ್ಳಲಾದ ಭಾರತ ಮಾತಾ ಪೂಜೆ ಮಹದೇವಪುರ ಉತ್ಸವ 2026 ಕಾರ್ಯಕ್ರಮವನ್ನು ಉದ್ಘಾಟಿಸಿ ಅವರು ಮಾತನಾಡಿದರು. ಸನಾತನ ಹಿಂದೂ ಧರ್ಮವು ಸಾವಿರಾರು ವರ್ಷಗಳ ಪ್ರಾಚೀನ ಇತಿಹಾಸವನ್ನು ಹೊಂದಿದ್ದು, ಅದರ ಸಂಸ್ಕೃತಿ, ಪರಂಪರೆ ಮತ್ತು ಮೌಲ್ಯಗಳು ವಿಶ್ವಕ್ಕೆ ಮಾರ್ಗದರ್ಶನ ನೀಡುವಂತಿವೆ ಎಂದು ಅಭಿಪ್ರಾಯಪಟ್ಟರು. ಇದೇ ವೇಳೆ ಶಿಕ್ಷಣ ಕ್ಷೇತ್ರದಲ್ಲಿ ರಾಷ್ಟ್ರೀಯ ಪ್ರಶಸ್ತಿ ಪಡೆದವರು, ಮಹಿಳಾ ಸಬಲೀಕರಣಕ್ಕಾಗಿ ಜೀವನ ಸಮರ್ಪಿಸಿದವರು, ಅಂತರಾಷ್ಟ್ರೀಯ ಯೋಗ ಕ್ಷೇತ್ರದಲ್ಲಿ ಸಾಧನೆಗೈದವರು, ಅಂಡರ್-19 ಕ್ರಿಕೆಟ್ನಲ್ಲಿ 404 ರನ್ ಗಳಿಸಿ ದಾಖಲೆ ನಿರ್ಮಿಸಿದ ಕ್ರೀಡಾಪಟು ಹಾಗೂ ಭಾರತೀಯ ಅಂತರಿಕ್ಷ ಸಂಶೋಧನಾ ಸಂಸ್ಥೆಯಲ್ಲಿ ದಶಕಗಳ ಕಾಲ ಸೇವೆ ಸಲ್ಲಿಸಿದ ವಿಜ್ಞಾನಿ ಸೇರಿದಂತೆ ವಿವಿಧ ಕ್ಷೇತ್ರಗಳಲ್ಲಿ ಸಾಧನೆಗೈದ 26 ಮಂದಿಗೆ ಮಹದೇವಪುರ ರತ್ನ ಪ್ರಶಸ್ತಿ ನೀಡಿ ಗೌರವಿಸಲಾಯಿತು. ಮಾಜಿ ಸಚಿವ ಅರವಿಂದ ಲಿಂಬಾವಳಿ, ಸಂಸದ ಪಿ.ಸಿ. ಮೋಹನ್, ಕ್ಷೇತ್ರದ ಶಾಸಕಿ ಮಂಜುಳಾ ಲಿಂಬಾವಳಿ, ಮಂಡಲ ಅಧ್ಯಕ್ಷ ಎನ್.ಆರ್. ಶ್ರೀಧರ್ ರೆಡ್ಡಿ, ಹೆಚ್.ಎಸ್. ಪಿಳ್ಳಪ್ಪ, ರಾಜ್ಯ ಪರಿಷತ್ ಸದಸ್ಯರಾದ ಎಲ್. ರಾಜೇಶ್, ಬಿ.ಎನ್. ನಟರಾಜ್ ಮುಖಂಡರಾದ ವರ್ತೂರು ಶ್ರೀಧರ್, ಚನ್ನಸಂದ್ರ ಚಂದ್ರಶೇಖರ್, ಎ.ಸಿ.ರಕ್ಷಿತ್, ಶಾಮಗೊಂಡನಹಳ್ಳಿ ಶ್ರೀನಿವಾಸ್, ಜ್ಯೋತಿಪುರ ವೇಣು, ಅಶೋಕ್ ಕುಮಾರ್, ಅನಿಲ್ ಸೇರಿದಂತೆ ಹಲವರು ಉಪಸ್ಥಿತರಿದ್ದರು. xyxy=(205,10,711,103)
zodiac-symbol: ♐ xyxy=(361,1234,379,1258)
astrologer-photo xyxy=(8,1231,53,1291)
paragraph: ಆದರೆ ಹೆಚ್ಚಿನ ಪ್ರಯೋಜನಗಳನ್ನ ಪಡೆಯಲು ಮಜ್ಜಿಗೆಗೆ ಕೆಲವು ಕರಿಬೇವು ಎಲೆಗಳನ್ನ ಸೇರಿಸಿ ಕುಡಿಯಿರಿ. ಇದಕ್ಕಾಗಿ ಒಂದು ಲೋಟ ಮಜ್ಜಿಗೆಗೆ 10 ರಿಂದ 15 ಕರಿಬೇವು ಎಲೆಗಳನ್ನ ಸೇರಿಸಿ ಮುಚ್ಚಿಡಿ. ಒಂದು ಗಂಟೆಯ ನಂತರ ಮಜ್ಜಿಗೆಯನ್ನ ಕುಡಿಯಿರಿ. ಇದು ಸಾಧ್ಯವಾಗದಿದ್ದರೆ ನೀವು ಕರಿಬೇವಿನ ಎಲೆಗಳನ್ನ ಪುಡಿ ಮಾಡಿ xyxy=(22,673,167,735)
article-right xyxy=(258,724,419,820)
zodiac-prediction: ಮಿಥುನ: ವೈಯಕ್ತಿಕ ಕೆಲಸಗಳಲ್ಲಿ ಭಾಗಿ, ಹಣಕಾಸಿನ ವಿಷಯಗಳಲ್ಲಿ xyxy=(54,1421,145,1440)
skin-section-title: ಚರ್ಮದ ಹೊಳಪು ಹೆಚ್ಚಾಗಲು ಸಿಹಿ ಗೆಣಸನ್ನು ಬಳಸಿ xyxy=(6,836,436,870)
drop-cap: ಬೆಂ xyxy=(447,897,480,925)
paragraph: ಗಳೂರು । 2 ಮಾರ್ಚ್ 2026: ಸಂಯುಕ್ತವಾಗಿ ಆಯೋಜಿಸಿದ್ದ ಮೂರು ದಿನಗಳ Bengaluru GAFX 2026 ಸಮಾವೇಶವು ಬೆಂಗಳೂರಿನ ಲಲಿತ್ ಅಶೋಕ್‌ನಲ್ಲಿ ಯಶಸ್ವಿಯಾಗಿ ಸಮಾಪ್ತಿಯಾಯಿತು. ಈ ಸಮಾವೇಶವು ನೀತಿನಿರ್ಧಾರಕರು, ಜಾಗತಿಕ ಸ್ಟುಡಿಯೋಗಳು, ಸ್ವತಂತ್ರ ಸೃಜನಶೀಲರು, ಗೇಮಿಂಗ್ ಕ್ಷೇತ್ರದ ನಾಯಕರು, ಶಿಕ್ಷಣ ತಜ್ಞರು ಮತ್ತು ಇಮರ್ಸಿವ್ ತಂತ್ರಜ್ಞಾನ ಪರಿಣತರನ್ನು ಒಂದೇ ವೇದಿಕೆಯಲ್ಲಿ ಸೇರಿಸಿ, ಭಾರತದ Animation, Visual Effects, Gaming, ಮತ್ತು XR (AVGC-XR) ವಲಯದ ವ್ಯವಸ್ಥೆಯ ಮುಂದಿನ ಬೆಳವಣಿಗೆಯ ಚರ್ಚೆ ನಡೆಸಿತು. “Evolution Reloaded” ಥೀಮ್ನೊಂದಿಗೆ ನಡೆದ ಈ ನೆಲೆ ಆವೃತ್ತಿಯ ಸಮಾವೇಶವು ಬೌದ್ಧಿಕ ಆಸ್ತಿ ನಿರ್ಮಾಣ, ಕೃತಕ ಬುದ್ಧಿಮತ್ತೆ ಸಂಯೋಜನೆ, ಇಮರ್ಸಿವ್ ಕಥನ ಮತ್ತು ರಾಷ್ಟ್ರೀಯ ಮಟ್ಟದ ಸಹಕಾರದ ಮೇಲೆ ಕೇಂದ್ರೀಕರಿಸಿತು. ಈ ಕಾರ್ಯಕ್ರಮವನ್ನು AVGC-XR ಕ್ಷೇತ್ರದಲ್ಲಿ ಕರ್ನಾಟಕದ ನಾಯಕತ್ವವನ್ನು ಮತ್ತಷ್ಟು ದೃಢಪಡಿಸಿತು. ಸಮಾರೋಪ ಸಮಾರಂಭದಲ್ಲಿ ಉದ್ಯಮ ಶಿಕ್ಷಣ ಸಹಯೋಗದ ಮಾ. ಎಂ.ಸಿ. ಸುಧಾಕರ್ ಅವರು ಮಾತನಾಡಿದರು. Accenture India ಉಪಸ್ಥಿತರಿದ್ದರು. Bengaluru GAFX 2026 xyxy=(447,897,607,1083)
zodiac-symbol: ♈ xyxy=(21,1330,39,1354)
paragraph: ಸಮಾವೇಶದ ಅಂತ್ಯಕ್ಕೆ ಸನ್ಮಾನ್ಯರು ಸೇರಿದರು. ಈ ಸಂದರ್ಭದಲ್ಲಿ ಮಾತನಾಡಿದ ಸಚಿವರು ಶ್ರೀ ಪ್ರಿಯಾಂಕ್ ಖರ್ಗೆ ಅವರು ಹೇಳಿದರು: “AI ತಂತ್ರಜ್ಞಾನವು AVGC ಕ್ಷೇತ್ರವನ್ನು ಮೂಲಭೂತವಾಗಿ ಪರಿವರ್ತಿಸುತ್ತಿದೆ. ಇದು ಉತ್ಪಾದನಾ ಸಮಯವನ್ನು ಕಡಿಮೆ ಮಾಡುವುದರ ಜೊತೆಗೆ ಸೃಜನಾತ್ಮಕ ಕಾರ್ಯಾಚರಣೆಗಳನ್ನು ಮರುವ್ಯಾಖ್ಯಾನಿಸುತ್ತಿದೆ. ಕರ್ನಾಟಕ ಈ ಬದಲಾವಣೆಗೆ ಮುಂಚೂಣಿಯಲ್ಲಿದೆ. 'ನಿಪುಣ' ಕಾರ್ಯಕ್ರಮದ ಮೂಲಕ 50% ಸರ್ಕಾರ ಅನುದಾನದೊಂದಿಗೆ ಕೌಶಲ್ಯ ಅಭಿವೃದ್ಧಿ ಕಾರ್ಯಕ್ರಮಗಳು ಜಾರಿಯಲ್ಲಿವೆ. AI ಕೋರ್ಸ್‌ಗಳನ್ನು ಪರಿಚಯಿಸುತ್ತಿದ್ದೇವೆ.” ಭಾರತದಲ್ಲೇ ಮೊದಲ 'Innovation Authority' ಸ್ಥಾಪನೆ ಮಾಡಲಾಗುತ್ತಿದೆ. AVGC ಕ್ಷೇತ್ರದಲ್ಲಿ IP ರಚನೆಗೆ ವಿಶೇಷ ಪ್ರೋತ್ಸಾಹ ನೀಡಲಾಗುತ್ತಿದೆ. ಮೂಲ IP ನಿರ್ಮಾಣಕ್ಕೆ Elevate ಅನುದಾನ ವ್ಯವಸ್ಥೆಯಿದೆ ಮತ್ತು Global Innovation xyxy=(612,1030,774,1164)
zodiac-symbol: ♋ xyxy=(189,1234,207,1258)
zodiac-symbol: ♉ xyxy=(21,1377,39,1401)
astrologer-card xyxy=(56,1231,168,1295)
zodiac-prediction: ಕುಂಭ: ವಿದ್ಯಾರ್ಥಿಗಳಲ್ಲಿ ಗೊಂದಲ, ಮಾತನಾಡುವಾಗ ಎಚ್ಚರ, ಮನೋವ್ಯಥೆ, ವಿವಿಧ ಮೂಲಗಳಿಂದ ಹಣಕಾಸು ಒದಗಿ ಬರಲಿದೆ. xyxy=(394,1325,487,1363)
zodiac-symbol: ♑ xyxy=(361,1281,379,1305)
zodiac-entry xyxy=(350,1323,495,1367)
wildlife-article-col2 xyxy=(775,1228,941,1490)
section-title-line1: ಸಂಜೆ xyxy=(108,52,156,85)
headline-line: ಭಾರತದ ಮೂಲ IP ಮತ್ತು ಜಾಗತಿಕ xyxy=(498,803,891,842)
wildlife-logo-text: WORLD WILD LIFE DAY xyxy=(681,1238,764,1256)
paragraph: ಆದರೆ ಮನೆಯಲ್ಲಿ ಲಭ್ಯವಿರುವ ಮಜ್ಜಿಗೆಗೆ ಕೆಲವು ಎಲೆಗಳನ್ನ ಸೇರಿಸುವುದರಿಂದ ಈ ಸಮಸ್ಯೆ ಕಡಿಮೆಯಾಗುತ್ತದೆ ಎಂದು ಆರೋಗ್ಯ ತಜ್ಞರು ಹೇಳುತ್ತಾರೆ. ಹೌದು, ಯೂರಿಕ್ ಆಮ್ಲದ ಮಟ್ಟ ಹೆಚ್ಚಾದಾಗ ಮೊಸರು ತಿನ್ನುವುದಕ್ಕಿಂತ ಮಜ್ಜಿಗೆ ಕುಡಿಯುವುದು ತುಂಬಾ ಉತ್ತಮ ಎಂದು ತಜ್ಞರು ಹೇಳುತ್ತಾರೆ. ಏಕೆಂದರೆ ಮಜ್ಜಿಗೆ ದೇಹವನ್ನ ಹೈಡ್ರೇಟ್ ಮಾಡುತ್ತದೆ. xyxy=(22,611,167,673)
zodiac-entry xyxy=(350,1276,495,1320)
zodiac-4-icon xyxy=(178,1278,218,1318)
